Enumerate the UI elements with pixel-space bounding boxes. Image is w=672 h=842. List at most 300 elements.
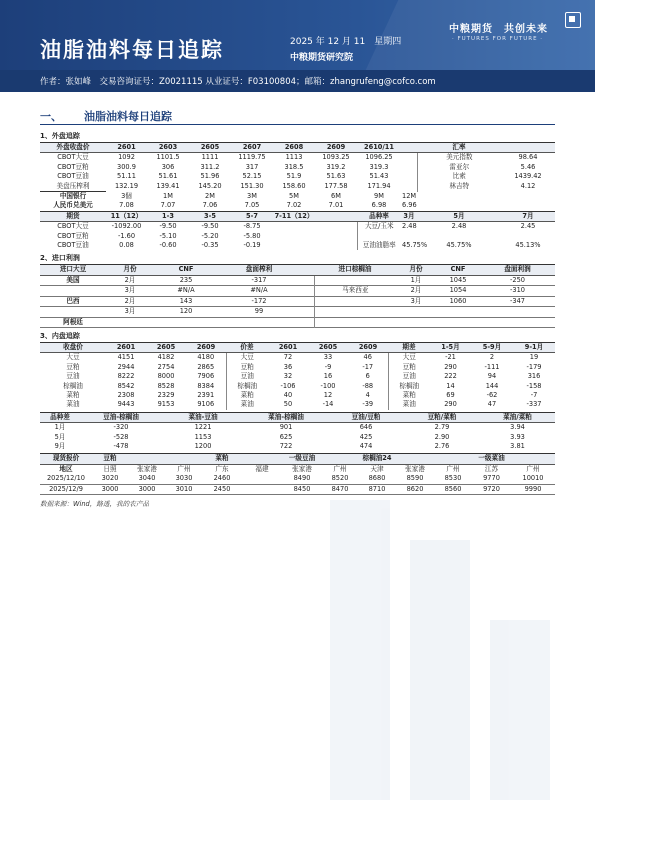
- table-cell: [357, 232, 401, 241]
- report-content: [40, 130, 555, 508]
- table-cell: 8450: [293, 484, 311, 493]
- table-cell: 豆油-棕榈油: [80, 412, 162, 422]
- table-cell: 2608: [273, 143, 315, 153]
- table-cell: [417, 232, 501, 241]
- table-cell: -39: [362, 400, 374, 409]
- logo-slogan-cn: 中粮期货 共创未来: [449, 24, 548, 35]
- table-cell: 145.20: [198, 181, 222, 190]
- table-cell: 棕榈油: [226, 382, 268, 391]
- table-row: [40, 353, 555, 363]
- table-cell: 1101.5: [156, 153, 180, 162]
- table-row: [40, 363, 555, 372]
- table-cell: 地区: [59, 464, 73, 473]
- table-cell: 3M: [247, 191, 257, 200]
- section-title: 油脂油料每日追踪: [84, 110, 172, 123]
- table-cell: -250: [510, 275, 525, 284]
- table-cell: -0.19: [243, 241, 261, 250]
- table-row: [40, 423, 555, 433]
- table-cell: 豆粕: [92, 454, 128, 464]
- table-cell: 比索: [417, 172, 501, 181]
- table-cell: [40, 307, 106, 317]
- table-cell: 51.96: [200, 172, 220, 181]
- table-row: [40, 211, 555, 221]
- table-cell: 2601: [106, 342, 146, 352]
- table-cell: 棕榈油24: [358, 454, 396, 464]
- table-cell: 豆粕: [226, 363, 268, 372]
- table-cell: 8590: [406, 474, 424, 483]
- table-row: [40, 296, 555, 306]
- table-cell: 2.79: [434, 423, 450, 432]
- table-cell: 7月: [501, 211, 555, 221]
- cofco-logo-icon: [565, 12, 581, 28]
- table-cell: 2754: [157, 362, 175, 371]
- table-cell: 10010: [522, 474, 544, 483]
- table-cell: -5.10: [159, 231, 177, 240]
- table-cell: 豆粕: [388, 363, 430, 372]
- table-cell: 2460: [213, 474, 231, 483]
- table-cell: [166, 454, 202, 464]
- table-cell: 2605: [308, 342, 348, 352]
- table-cell: 2605: [189, 143, 231, 153]
- table-cell: 7.02: [286, 201, 302, 210]
- table-cell: [315, 211, 357, 221]
- table-cell: 45.75%: [446, 241, 472, 250]
- table-cell: 3月: [124, 286, 136, 295]
- table-cell: [401, 163, 417, 172]
- table-cell: 625: [279, 432, 293, 441]
- table-cell: 151.30: [240, 181, 264, 190]
- report-header: [0, 0, 595, 92]
- table-cell: [417, 201, 501, 211]
- table-cell: [300, 265, 314, 275]
- table-cell: 222: [444, 372, 457, 381]
- table-cell: 2.45: [520, 222, 536, 231]
- table-cell: 一级菜油: [472, 454, 511, 464]
- table-cell: 2609: [315, 143, 357, 153]
- table-cell: [300, 307, 314, 317]
- table-cell: 171.94: [367, 181, 391, 190]
- table-cell: -179: [526, 362, 542, 371]
- table-cell: 期货: [40, 211, 106, 221]
- table-cell: 290: [444, 362, 457, 371]
- table-cell: 3010: [175, 484, 193, 493]
- table-cell: 3000: [101, 484, 119, 493]
- table-cell: 3月: [124, 307, 136, 316]
- table-cell: 306: [161, 162, 175, 171]
- table-cell: [511, 454, 555, 464]
- table-cell: 广州: [177, 464, 191, 473]
- table-cell: 51.11: [117, 172, 136, 181]
- table-cell: 菜油: [66, 400, 80, 409]
- table-cell: 99: [254, 307, 264, 316]
- table-cell: 2944: [117, 362, 135, 371]
- table-cell: CBOT大豆: [57, 153, 89, 162]
- table-row: [40, 265, 555, 275]
- table-row: [40, 454, 555, 464]
- table-row: [40, 192, 555, 202]
- table-cell: 外盘收盘价: [40, 143, 106, 153]
- table-cell: 豆粕/菜粕: [404, 412, 480, 422]
- table-cell: 美元指数: [417, 153, 501, 163]
- table-cell: -0.60: [159, 241, 177, 250]
- table-cell: 143: [179, 296, 193, 305]
- table-cell: 139.41: [156, 181, 180, 190]
- table-cell: 菜粕: [226, 391, 268, 400]
- table-cell: [242, 484, 282, 494]
- table-cell: 收盘价: [40, 342, 106, 352]
- table-cell: [436, 307, 480, 317]
- table-cell: 张家港: [292, 464, 312, 473]
- table-cell: 4: [365, 390, 370, 399]
- table-cell: 2603: [147, 143, 189, 153]
- table-cell: -21: [445, 353, 456, 362]
- table-cell: 期差: [388, 342, 430, 352]
- data-source: 数据来源：Wind，路透，我的农产品: [40, 500, 150, 508]
- table-row: [40, 484, 555, 494]
- table-cell: CBOT豆粕: [57, 231, 89, 240]
- institute-name: 中粮期货研究院: [290, 53, 354, 63]
- table-cell: 豆油: [66, 372, 80, 381]
- table-cell: 51.63: [326, 172, 346, 181]
- table-cell: [436, 317, 480, 327]
- table-cell: 3.94: [510, 423, 525, 432]
- table-cell: 品种率: [357, 211, 401, 221]
- table-cell: 9-1月: [513, 342, 555, 352]
- table-cell: 290: [444, 400, 457, 409]
- table-row: [40, 372, 555, 381]
- table-cell: 林吉特: [417, 182, 501, 192]
- domestic-market-table: [40, 342, 555, 410]
- table-cell: 7.06: [202, 201, 218, 210]
- table-cell: -1092.00: [111, 222, 142, 231]
- table-cell: [314, 296, 396, 306]
- table-cell: 中国银行: [40, 192, 106, 202]
- table-cell: 98.64: [518, 153, 538, 162]
- table-cell: -14: [322, 400, 334, 409]
- table-cell: 2605: [146, 342, 186, 352]
- table-cell: 2.76: [434, 441, 450, 450]
- table-cell: 1096.25: [365, 153, 393, 162]
- table-cell: 2609: [348, 342, 388, 352]
- table-cell: 棕榈油: [388, 382, 430, 391]
- table-cell: 9770: [483, 474, 500, 483]
- table-cell: 7.05: [244, 201, 260, 210]
- table-cell: 日照: [103, 464, 117, 473]
- table-cell: [273, 222, 315, 232]
- table-cell: 6M: [331, 191, 341, 200]
- table-cell: [396, 307, 436, 317]
- table-cell: 132.19: [114, 181, 139, 190]
- table-cell: 51.61: [158, 172, 178, 181]
- table-cell: 94: [487, 372, 497, 381]
- table-cell: [401, 172, 417, 181]
- table-cell: 8528: [157, 381, 175, 390]
- table-cell: [218, 317, 300, 327]
- table-cell: 300.9: [117, 162, 136, 171]
- table-cell: 大豆: [66, 353, 80, 362]
- table-cell: 广东: [215, 464, 229, 473]
- table-row: [40, 275, 555, 285]
- table-cell: 0.08: [119, 241, 134, 250]
- table-cell: 8490: [293, 474, 311, 483]
- table-row: [40, 307, 555, 317]
- table-row: [40, 143, 555, 153]
- table-cell: 1093.25: [322, 153, 350, 162]
- table-row: [40, 232, 555, 241]
- table-cell: 现货报价: [40, 454, 92, 464]
- table-cell: 菜油: [226, 400, 268, 409]
- table-cell: 51.9: [286, 172, 302, 181]
- table-cell: [242, 454, 282, 464]
- table-cell: 菜粕: [66, 390, 80, 399]
- spread-table: [40, 412, 555, 452]
- table-cell: -88: [362, 381, 374, 390]
- table-cell: 广州: [333, 464, 347, 473]
- spot-price-table: [40, 453, 555, 495]
- section-divider: [40, 124, 555, 125]
- table-cell: 8620: [406, 484, 424, 493]
- table-cell: 盘面榨利: [218, 265, 300, 275]
- table-cell: 3030: [175, 474, 193, 483]
- table-cell: 3000: [138, 484, 156, 493]
- table-cell: [128, 454, 166, 464]
- table-cell: 2025/12/10: [46, 474, 85, 483]
- table-cell: -9.50: [159, 222, 177, 231]
- table-cell: 美国: [66, 275, 80, 284]
- table-cell: 菜油-棕榈油: [244, 412, 328, 422]
- table-row: [40, 201, 555, 211]
- table-cell: [501, 192, 555, 202]
- table-cell: 2610/11: [357, 143, 401, 153]
- table-row: [40, 286, 555, 296]
- table-cell: 1060: [449, 296, 467, 305]
- table-cell: 5月: [54, 432, 66, 441]
- table-cell: -1.60: [117, 231, 136, 240]
- report-title: 油脂油料每日追踪: [40, 38, 224, 62]
- table-cell: 12: [323, 390, 333, 399]
- table-cell: 32: [283, 372, 293, 381]
- table-cell: 2601: [268, 342, 308, 352]
- table-cell: 豆油/豆粕: [328, 412, 404, 422]
- table-cell: 1200: [194, 441, 212, 450]
- table-cell: 1221: [194, 423, 212, 432]
- table-cell: [315, 241, 357, 250]
- table-cell: 8530: [444, 474, 462, 483]
- table-cell: 品种差: [40, 412, 80, 422]
- table-cell: 9M: [374, 191, 384, 200]
- table-cell: 8680: [368, 474, 386, 483]
- table-cell: 158.60: [282, 181, 306, 190]
- author-info: 作者：张如峰 交易咨询证号：Z0021115 从业证号：F03100804；邮箱：zhangrufeng@cofco.com: [40, 77, 436, 87]
- table-cell: 46: [363, 353, 372, 362]
- table-cell: CBOT豆油: [57, 241, 89, 250]
- table-cell: CBOT豆粕: [57, 162, 89, 171]
- table-cell: [273, 232, 315, 241]
- table-cell: 3.93: [510, 432, 525, 441]
- logo-slogan-en: · FUTURES FOR FUTURE ·: [452, 36, 544, 42]
- table-cell: [300, 296, 314, 306]
- table-cell: 8470: [331, 484, 349, 493]
- section-heading: [40, 108, 172, 124]
- table-cell: 1月: [54, 423, 66, 432]
- table-cell: 45.13%: [515, 241, 541, 250]
- table-cell: 5-9月: [471, 342, 513, 352]
- table-cell: 广州: [526, 464, 540, 473]
- table-cell: 14: [446, 381, 455, 390]
- table-cell: CBOT豆油: [57, 172, 89, 181]
- table-cell: 进口棕榈油: [314, 265, 396, 275]
- table-cell: 马来西亚: [314, 286, 396, 296]
- table-cell: 474: [359, 441, 373, 450]
- table-cell: [480, 307, 555, 317]
- table-cell: 5-7: [231, 211, 273, 221]
- table-cell: -62: [486, 390, 498, 399]
- table-cell: [434, 454, 472, 464]
- table-cell: 张家港: [405, 464, 425, 473]
- table-cell: #N/A: [177, 286, 195, 295]
- table-cell: 3.81: [510, 441, 525, 450]
- table-cell: 一级豆油: [282, 454, 322, 464]
- table-cell: -17: [362, 362, 374, 371]
- table-cell: [480, 317, 555, 327]
- table-cell: -9.50: [201, 222, 219, 231]
- table-row: [40, 400, 555, 409]
- table-cell: 大豆: [226, 353, 268, 363]
- table-cell: 2月: [410, 286, 422, 295]
- table-cell: 月份: [106, 265, 154, 275]
- table-cell: [322, 454, 358, 464]
- table-cell: 6: [365, 372, 370, 381]
- table-cell: 2308: [117, 390, 135, 399]
- table-cell: 2609: [186, 342, 226, 352]
- table-cell: 1月: [410, 275, 422, 284]
- table-cell: 8222: [117, 372, 135, 381]
- table-cell: 16: [323, 372, 333, 381]
- table-cell: 3個: [121, 191, 132, 200]
- table-cell: 美盘压榨利: [56, 181, 90, 190]
- table-cell: 9月: [54, 441, 66, 450]
- table-cell: 菜粕: [388, 391, 430, 400]
- table-cell: -5.20: [201, 231, 219, 240]
- table-cell: [315, 222, 357, 232]
- table-cell: CNF: [436, 265, 480, 275]
- table-cell: -5.80: [243, 231, 261, 240]
- table-row: [40, 182, 555, 192]
- table-cell: 6.96: [402, 201, 417, 210]
- subsection-domestic: 3、内盘追踪: [40, 331, 80, 340]
- table-cell: 9990: [524, 484, 542, 493]
- table-row: [40, 172, 555, 181]
- table-cell: 2865: [197, 362, 215, 371]
- table-cell: 8710: [368, 484, 386, 493]
- table-cell: 4151: [117, 353, 135, 362]
- table-cell: 1-5月: [430, 342, 471, 352]
- table-cell: [401, 182, 417, 192]
- table-cell: 7906: [197, 372, 215, 381]
- table-cell: [300, 317, 314, 327]
- table-cell: 汇率: [417, 143, 501, 153]
- table-cell: 1-3: [147, 211, 189, 221]
- table-cell: 3040: [138, 474, 156, 483]
- table-cell: [273, 241, 315, 250]
- table-cell: -8.75: [243, 222, 261, 231]
- table-row: [40, 382, 555, 391]
- table-cell: [401, 143, 417, 153]
- table-cell: [501, 143, 555, 153]
- table-cell: -106: [280, 381, 296, 390]
- table-cell: [401, 153, 417, 163]
- table-cell: 4180: [197, 353, 215, 362]
- table-cell: 317: [245, 162, 259, 171]
- table-cell: 1092: [118, 153, 135, 162]
- table-cell: 1153: [194, 432, 212, 441]
- table-cell: [396, 454, 434, 464]
- table-cell: 3月: [410, 296, 422, 305]
- table-row: [40, 222, 555, 232]
- table-cell: -528: [113, 432, 129, 441]
- table-cell: 50: [283, 400, 293, 409]
- table-cell: 1M: [163, 191, 173, 200]
- subsection-foreign: 1、外盘追踪: [40, 132, 80, 140]
- table-cell: 4182: [157, 353, 175, 362]
- table-cell: 巴西: [66, 296, 80, 305]
- table-cell: -9: [324, 362, 332, 371]
- report-date: 2025 年 12 月 11 星期四: [290, 37, 402, 47]
- table-row: [40, 241, 555, 250]
- table-cell: 319.3: [369, 162, 389, 171]
- table-cell: 8000: [157, 372, 175, 381]
- table-cell: 2607: [231, 143, 273, 153]
- table-cell: 豆油油脂率: [357, 241, 401, 250]
- table-cell: 12M: [402, 191, 417, 200]
- table-cell: 722: [279, 441, 293, 450]
- table-cell: 进口大豆: [40, 265, 106, 275]
- table-cell: 菜粕: [202, 454, 242, 464]
- table-cell: 51.43: [369, 172, 389, 181]
- table-cell: 36: [283, 362, 293, 371]
- table-cell: 天津: [370, 464, 384, 473]
- table-cell: [501, 201, 555, 211]
- table-cell: [314, 317, 396, 327]
- table-row: [40, 433, 555, 442]
- table-cell: 2月: [124, 296, 136, 305]
- table-cell: 盘面利润: [480, 265, 555, 275]
- table-cell: [40, 286, 106, 296]
- table-cell: 3-5: [189, 211, 231, 221]
- table-cell: 646: [359, 423, 373, 432]
- table-cell: 雷亚尔: [417, 163, 501, 172]
- table-cell: 120: [179, 307, 193, 316]
- table-cell: 8384: [197, 381, 215, 390]
- table-cell: -310: [510, 286, 525, 295]
- table-cell: 8520: [331, 474, 349, 483]
- table-cell: 大豆: [388, 353, 430, 363]
- table-cell: 425: [359, 432, 373, 441]
- table-cell: 9106: [197, 400, 215, 409]
- table-cell: [314, 307, 396, 317]
- table-cell: [106, 317, 154, 327]
- table-row: [40, 163, 555, 172]
- table-cell: 豆粕: [66, 362, 80, 371]
- table-cell: 52.15: [242, 172, 262, 181]
- table-cell: 豆油: [226, 372, 268, 381]
- foreign-market-table: [40, 142, 555, 250]
- table-cell: 45.75%: [402, 241, 428, 250]
- table-cell: 5M: [289, 191, 299, 200]
- table-row: [40, 464, 555, 474]
- table-cell: 2601: [106, 143, 147, 153]
- table-cell: 8560: [444, 484, 462, 493]
